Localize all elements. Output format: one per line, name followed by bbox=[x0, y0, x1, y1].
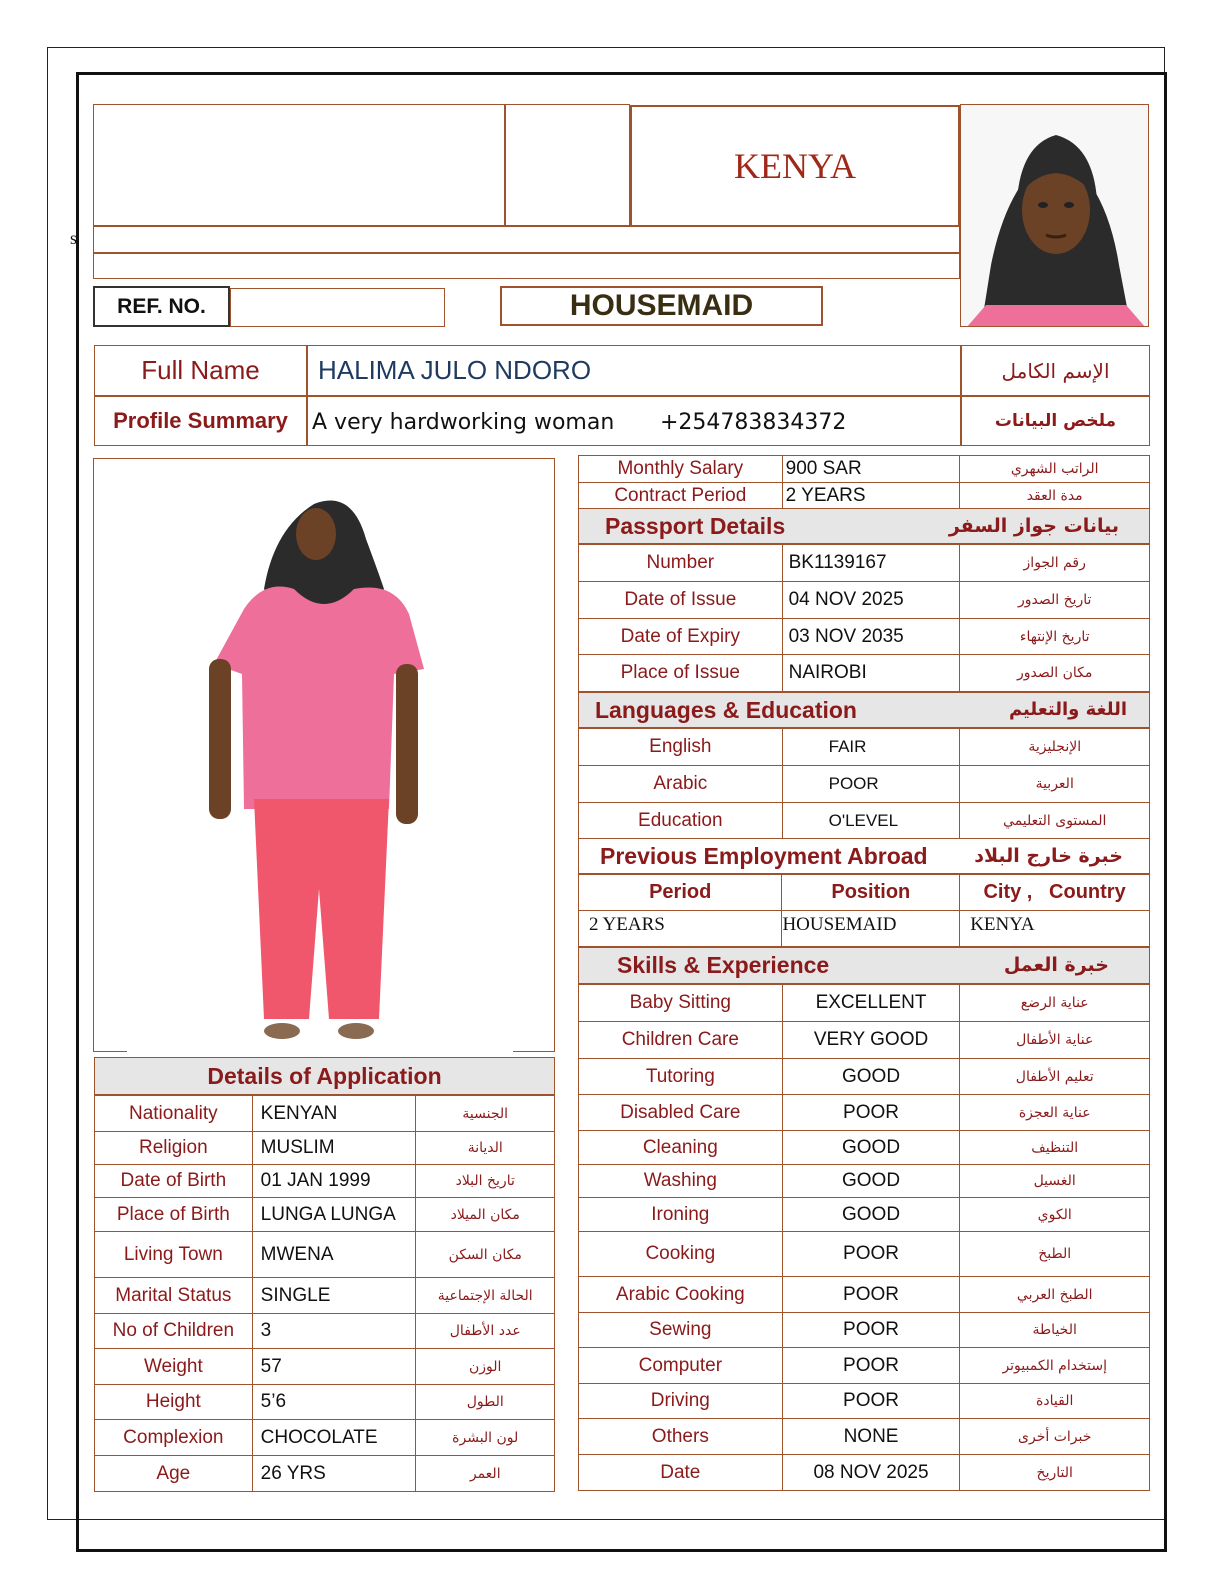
row-value: GOOD bbox=[782, 1165, 960, 1198]
passport-table bbox=[578, 544, 1150, 692]
skill-row bbox=[579, 985, 1150, 1022]
row-label: Sewing bbox=[579, 1313, 783, 1348]
application-arabic: عدد الأطفال bbox=[416, 1314, 555, 1349]
monthly-salary-value: 900 SAR bbox=[782, 456, 960, 483]
language-row bbox=[579, 803, 1150, 839]
row-arabic: الكوي bbox=[960, 1198, 1150, 1232]
row-value: EXCELLENT bbox=[782, 985, 960, 1022]
application-label: Complexion bbox=[95, 1420, 253, 1456]
application-label: Date of Birth bbox=[95, 1165, 253, 1198]
row-label: Arabic Cooking bbox=[579, 1277, 783, 1313]
photo-corner-left bbox=[93, 1051, 127, 1052]
row-value: BK1139167 bbox=[782, 545, 960, 582]
full-name-label: Full Name bbox=[94, 345, 307, 396]
row-arabic: التاريخ bbox=[960, 1455, 1150, 1491]
employment-header-position: Position bbox=[782, 875, 960, 911]
application-value: 5’6 bbox=[252, 1385, 416, 1420]
full-body-photo bbox=[93, 458, 555, 1052]
application-label: Living Town bbox=[95, 1232, 253, 1278]
header-strip-1 bbox=[93, 226, 960, 253]
application-row bbox=[95, 1232, 555, 1278]
row-value: POOR bbox=[782, 1348, 960, 1384]
passport-row bbox=[579, 545, 1150, 582]
row-arabic: تاريخ الصدور bbox=[960, 582, 1150, 619]
contract-period-arabic: مدة العقد bbox=[960, 483, 1150, 509]
job-title: HOUSEMAID bbox=[500, 286, 823, 326]
application-row bbox=[95, 1385, 555, 1420]
row-arabic: الخياطة bbox=[960, 1313, 1150, 1348]
photo-corner-right bbox=[513, 1051, 555, 1052]
application-row bbox=[95, 1456, 555, 1492]
skill-row bbox=[579, 1313, 1150, 1348]
skill-row bbox=[579, 1277, 1150, 1313]
profile-summary-text: A very hardworking woman bbox=[312, 410, 615, 435]
monthly-salary-label: Monthly Salary bbox=[579, 456, 783, 483]
application-arabic: العمر bbox=[416, 1456, 555, 1492]
row-arabic: مكان الصدور bbox=[960, 655, 1150, 692]
row-value: POOR bbox=[782, 1313, 960, 1348]
application-label: Marital Status bbox=[95, 1278, 253, 1314]
stray-mark: s bbox=[70, 228, 78, 248]
skill-row bbox=[579, 1022, 1150, 1059]
full-body-figure-icon bbox=[94, 459, 554, 1053]
language-row bbox=[579, 766, 1150, 803]
portrait-photo bbox=[960, 104, 1149, 327]
application-arabic: مكان الميلاد bbox=[416, 1198, 555, 1232]
row-label: Date bbox=[579, 1455, 783, 1491]
employment-row bbox=[579, 911, 1150, 947]
row-value: 03 NOV 2035 bbox=[782, 619, 960, 655]
row-arabic: رقم الجواز bbox=[960, 545, 1150, 582]
application-row bbox=[95, 1420, 555, 1456]
row-label: Washing bbox=[579, 1165, 783, 1198]
languages-arabic: اللغة والتعليم bbox=[1008, 699, 1127, 720]
application-row bbox=[95, 1314, 555, 1349]
row-arabic: الطبخ bbox=[960, 1232, 1150, 1277]
profile-arabic: ملخص البيانات bbox=[961, 396, 1150, 446]
country-title: KENYA bbox=[630, 105, 960, 227]
application-arabic: الوزن bbox=[416, 1349, 555, 1385]
employment-header-period: Period bbox=[579, 875, 782, 911]
skill-row bbox=[579, 1384, 1150, 1419]
employment-title: Previous Employment Abroad bbox=[600, 843, 928, 869]
portrait-icon bbox=[961, 105, 1149, 327]
row-arabic: تعليم الأطفال bbox=[960, 1059, 1150, 1095]
header-blank-cell-2 bbox=[505, 104, 630, 226]
application-label: Height bbox=[95, 1385, 253, 1420]
employment-table bbox=[578, 874, 1150, 947]
row-value: GOOD bbox=[782, 1059, 960, 1095]
full-name-arabic: الإسم الكامل bbox=[961, 345, 1150, 396]
skill-row bbox=[579, 1348, 1150, 1384]
skill-row bbox=[579, 1165, 1150, 1198]
application-value: 01 JAN 1999 bbox=[252, 1165, 416, 1198]
application-arabic: تاريخ البلاد bbox=[416, 1165, 555, 1198]
row-label: Cooking bbox=[579, 1232, 783, 1277]
row-arabic: الطبخ العربي bbox=[960, 1277, 1150, 1313]
row-value: GOOD bbox=[782, 1131, 960, 1165]
application-arabic: الجنسية bbox=[416, 1096, 555, 1132]
row-arabic: التنظيف bbox=[960, 1131, 1150, 1165]
row-label: Driving bbox=[579, 1384, 783, 1419]
application-value: MUSLIM bbox=[252, 1132, 416, 1165]
application-label: Age bbox=[95, 1456, 253, 1492]
employment-country: KENYA bbox=[960, 911, 1150, 947]
application-label: Nationality bbox=[95, 1096, 253, 1132]
ref-no-field bbox=[230, 288, 445, 327]
row-value: NONE bbox=[782, 1419, 960, 1455]
row-arabic: خبرات أخرى bbox=[960, 1419, 1150, 1455]
row-label: Baby Sitting bbox=[579, 985, 783, 1022]
row-arabic: الإنجليزية bbox=[960, 729, 1150, 766]
application-value: 3 bbox=[252, 1314, 416, 1349]
row-arabic: عناية الأطفال bbox=[960, 1022, 1150, 1059]
row-value: O'LEVEL bbox=[782, 803, 960, 839]
application-label: No of Children bbox=[95, 1314, 253, 1349]
application-value: 26 YRS bbox=[252, 1456, 416, 1492]
application-value: SINGLE bbox=[252, 1278, 416, 1314]
skill-row bbox=[579, 1095, 1150, 1131]
languages-table bbox=[578, 728, 1150, 839]
row-label: Date of Issue bbox=[579, 582, 783, 619]
row-arabic: القيادة bbox=[960, 1384, 1150, 1419]
application-row bbox=[95, 1132, 555, 1165]
row-arabic: إستخدام الكمبيوتر bbox=[960, 1348, 1150, 1384]
employment-section-header bbox=[578, 838, 1150, 874]
row-arabic: عناية الرضع bbox=[960, 985, 1150, 1022]
row-arabic: عناية العجزة bbox=[960, 1095, 1150, 1131]
row-value: 08 NOV 2025 bbox=[782, 1455, 960, 1491]
application-label: Place of Birth bbox=[95, 1198, 253, 1232]
row-value: FAIR bbox=[782, 729, 960, 766]
row-value: NAIROBI bbox=[782, 655, 960, 692]
employment-header-country: City , Country bbox=[960, 875, 1150, 911]
application-row bbox=[95, 1198, 555, 1232]
languages-title: Languages & Education bbox=[595, 697, 857, 723]
row-arabic: تاريخ الإنتهاء bbox=[960, 619, 1150, 655]
languages-section-header bbox=[578, 692, 1150, 728]
skills-arabic: خبرة العمل bbox=[1003, 954, 1109, 976]
skill-row bbox=[579, 1455, 1150, 1491]
application-arabic: الطول bbox=[416, 1385, 555, 1420]
row-label: English bbox=[579, 729, 783, 766]
application-table bbox=[94, 1095, 555, 1492]
row-label: Ironing bbox=[579, 1198, 783, 1232]
passport-row bbox=[579, 619, 1150, 655]
row-label: Tutoring bbox=[579, 1059, 783, 1095]
row-label: Children Care bbox=[579, 1022, 783, 1059]
row-value: POOR bbox=[782, 766, 960, 803]
row-arabic: العربية bbox=[960, 766, 1150, 803]
profile-value-cell bbox=[307, 396, 961, 446]
application-label: Weight bbox=[95, 1349, 253, 1385]
employment-arabic: خبرة خارج البلاد bbox=[974, 845, 1123, 867]
profile-phone: +254783834372 bbox=[660, 410, 847, 435]
skill-row bbox=[579, 1232, 1150, 1277]
passport-row bbox=[579, 655, 1150, 692]
skill-row bbox=[579, 1419, 1150, 1455]
skill-row bbox=[579, 1059, 1150, 1095]
row-value: POOR bbox=[782, 1384, 960, 1419]
row-label: Date of Expiry bbox=[579, 619, 783, 655]
ref-no-label: REF. NO. bbox=[93, 286, 230, 327]
row-label: Others bbox=[579, 1419, 783, 1455]
passport-section-header bbox=[578, 508, 1150, 544]
application-title: Details of Application bbox=[94, 1057, 555, 1095]
application-value: CHOCOLATE bbox=[252, 1420, 416, 1456]
row-label: Arabic bbox=[579, 766, 783, 803]
employment-period: 2 YEARS bbox=[579, 911, 782, 947]
application-value: LUNGA LUNGA bbox=[252, 1198, 416, 1232]
skills-section-header bbox=[578, 947, 1150, 984]
row-label: Number bbox=[579, 545, 783, 582]
application-value: MWENA bbox=[252, 1232, 416, 1278]
header-strip-2 bbox=[93, 253, 960, 279]
application-arabic: مكان السكن bbox=[416, 1232, 555, 1278]
skills-table bbox=[578, 984, 1150, 1491]
row-arabic: الغسيل bbox=[960, 1165, 1150, 1198]
salary-table bbox=[578, 455, 1150, 509]
row-label: Cleaning bbox=[579, 1131, 783, 1165]
row-label: Place of Issue bbox=[579, 655, 783, 692]
row-arabic: المستوى التعليمي bbox=[960, 803, 1150, 839]
profile-label: Profile Summary bbox=[94, 396, 307, 446]
application-arabic: الحالة الإجتماعية bbox=[416, 1278, 555, 1314]
application-label: Religion bbox=[95, 1132, 253, 1165]
contract-period-label: Contract Period bbox=[579, 483, 783, 509]
application-row bbox=[95, 1165, 555, 1198]
application-arabic: الديانة bbox=[416, 1132, 555, 1165]
employment-position: HOUSEMAID bbox=[782, 911, 960, 947]
header-blank-cell bbox=[93, 104, 505, 226]
passport-title: Passport Details bbox=[605, 513, 786, 539]
application-row bbox=[95, 1096, 555, 1132]
row-value: POOR bbox=[782, 1277, 960, 1313]
row-value: POOR bbox=[782, 1232, 960, 1277]
row-label: Education bbox=[579, 803, 783, 839]
skills-title: Skills & Experience bbox=[617, 952, 830, 978]
application-value: KENYAN bbox=[252, 1096, 416, 1132]
row-value: GOOD bbox=[782, 1198, 960, 1232]
passport-arabic: بيانات جواز السفر bbox=[948, 515, 1119, 537]
row-value: 04 NOV 2025 bbox=[782, 582, 960, 619]
skill-row bbox=[579, 1198, 1150, 1232]
application-row bbox=[95, 1349, 555, 1385]
application-arabic: لون البشرة bbox=[416, 1420, 555, 1456]
skill-row bbox=[579, 1131, 1150, 1165]
row-label: Computer bbox=[579, 1348, 783, 1384]
full-name-value: HALIMA JULO NDORO bbox=[307, 345, 961, 396]
row-value: POOR bbox=[782, 1095, 960, 1131]
application-row bbox=[95, 1278, 555, 1314]
row-value: VERY GOOD bbox=[782, 1022, 960, 1059]
language-row bbox=[579, 729, 1150, 766]
passport-row bbox=[579, 582, 1150, 619]
application-value: 57 bbox=[252, 1349, 416, 1385]
monthly-salary-arabic: الراتب الشهري bbox=[960, 456, 1150, 483]
row-label: Disabled Care bbox=[579, 1095, 783, 1131]
contract-period-value: 2 YEARS bbox=[782, 483, 960, 509]
